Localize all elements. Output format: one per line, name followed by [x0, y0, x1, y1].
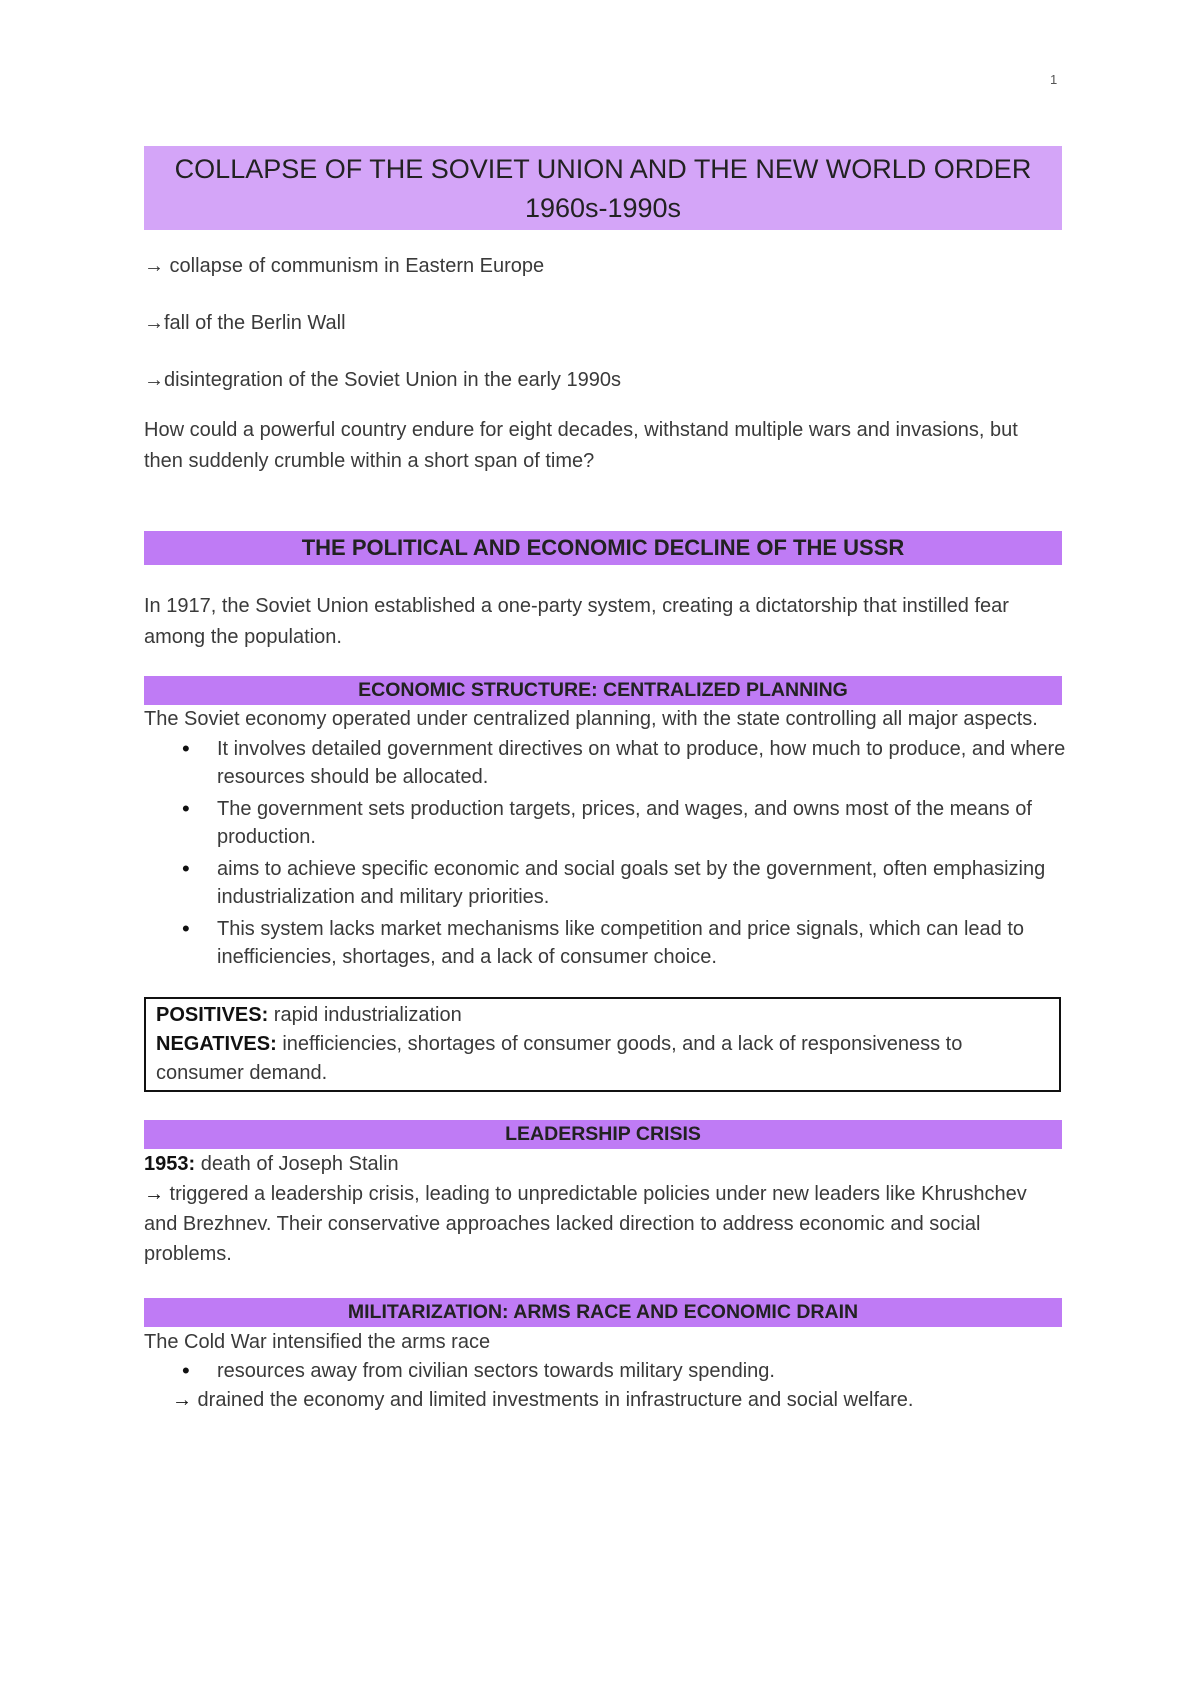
positives-line — [156, 1001, 1049, 1030]
year-label: 1953: — [144, 1153, 196, 1175]
intro-point — [144, 311, 1062, 335]
positives-negatives-box — [144, 997, 1061, 1092]
militarization-bullet-list — [144, 1357, 1062, 1385]
section-heading-economic: ECONOMIC STRUCTURE: CENTRALIZED PLANNING — [144, 676, 1062, 705]
page-number: 1 — [1050, 72, 1058, 87]
bullet-icon: • — [182, 736, 190, 761]
section-heading-leadership: LEADERSHIP CRISIS — [144, 1120, 1062, 1149]
list-item — [144, 915, 1072, 971]
paragraph-cold-war: The Cold War intensified the arms race — [144, 1331, 491, 1353]
list-item — [144, 735, 1072, 791]
drain-text: drained the economy and limited investments in infrastructure and social welfare. — [192, 1389, 914, 1411]
negatives-label: NEGATIVES: — [156, 1033, 277, 1055]
intro-point-text: fall of the Berlin Wall — [164, 312, 346, 334]
bullet-icon: • — [182, 1358, 190, 1383]
positives-label: POSITIVES: — [156, 1004, 269, 1026]
intro-points — [144, 254, 1062, 392]
list-item-text: The government sets production targets, prices, and wages, and owns most of the means of production. — [217, 798, 1032, 848]
drain-consequence — [144, 1385, 1062, 1415]
arrow-icon: → — [144, 255, 164, 277]
document-body — [144, 146, 1066, 1415]
leadership-consequence — [144, 1179, 1062, 1269]
arrow-icon: → — [144, 312, 164, 334]
title-line-2: 1960s-1990s — [524, 193, 682, 223]
title-banner — [144, 146, 1062, 230]
negatives-text: inefficiencies, shortages of consumer goods, and a lack of responsiveness to consumer demand. — [156, 1033, 963, 1084]
title-line-1: COLLAPSE OF THE SOVIET UNION AND THE NEW WORLD ORDER — [174, 154, 1032, 184]
list-item-text: aims to achieve specific economic and social goals set by the government, often emphasizing industrialization and military priorities. — [217, 858, 1046, 908]
arrow-icon: → — [144, 369, 164, 391]
intro-point-text: collapse of communism in Eastern Europe — [164, 255, 545, 277]
list-item-text: It involves detailed government directives on what to produce, how much to produce, and where resources should be allocated. — [217, 738, 1066, 788]
negatives-line — [156, 1030, 1049, 1088]
list-item — [144, 855, 1072, 911]
list-item — [144, 795, 1072, 851]
bullet-icon: • — [182, 916, 190, 941]
year-text: death of Joseph Stalin — [195, 1153, 399, 1175]
positives-text: rapid industrialization — [268, 1004, 462, 1026]
section-heading-militarization: MILITARIZATION: ARMS RACE AND ECONOMIC DRAIN — [144, 1298, 1062, 1327]
intro-point — [144, 368, 1062, 392]
bullet-icon: • — [182, 856, 190, 881]
intro-point-text: disintegration of the Soviet Union in the early 1990s — [164, 369, 621, 391]
arrow-icon: → — [144, 1183, 164, 1205]
list-item — [144, 1357, 1072, 1385]
consequence-text: triggered a leadership crisis, leading to unpredictable policies under new leaders like Khrushchev and Brezhnev. Their conservative approaches lacked direction to address economic and social problems. — [144, 1183, 1027, 1265]
arrow-icon: → — [172, 1389, 192, 1411]
stalin-death-line — [144, 1149, 1062, 1179]
paragraph-economy: The Soviet economy operated under centralized planning, with the state controlling all major aspects. — [144, 708, 1038, 730]
section-heading-decline: THE POLITICAL AND ECONOMIC DECLINE OF THE USSR — [144, 531, 1062, 565]
economic-bullet-list — [144, 735, 1066, 971]
paragraph-1917: In 1917, the Soviet Union established a one-party system, creating a dictatorship that instilled fear among the population. — [144, 595, 1009, 648]
guiding-question: How could a powerful country endure for eight decades, withstand multiple wars and invasions, but then suddenly crumble within a short span of time? — [144, 419, 1018, 472]
list-item-text: This system lacks market mechanisms like competition and price signals, which can lead to inefficiencies, shortages, and a lack of consumer choice. — [217, 918, 1024, 968]
intro-point — [144, 254, 1062, 278]
list-item-text: resources away from civilian sectors towards military spending. — [217, 1360, 775, 1382]
bullet-icon: • — [182, 796, 190, 821]
